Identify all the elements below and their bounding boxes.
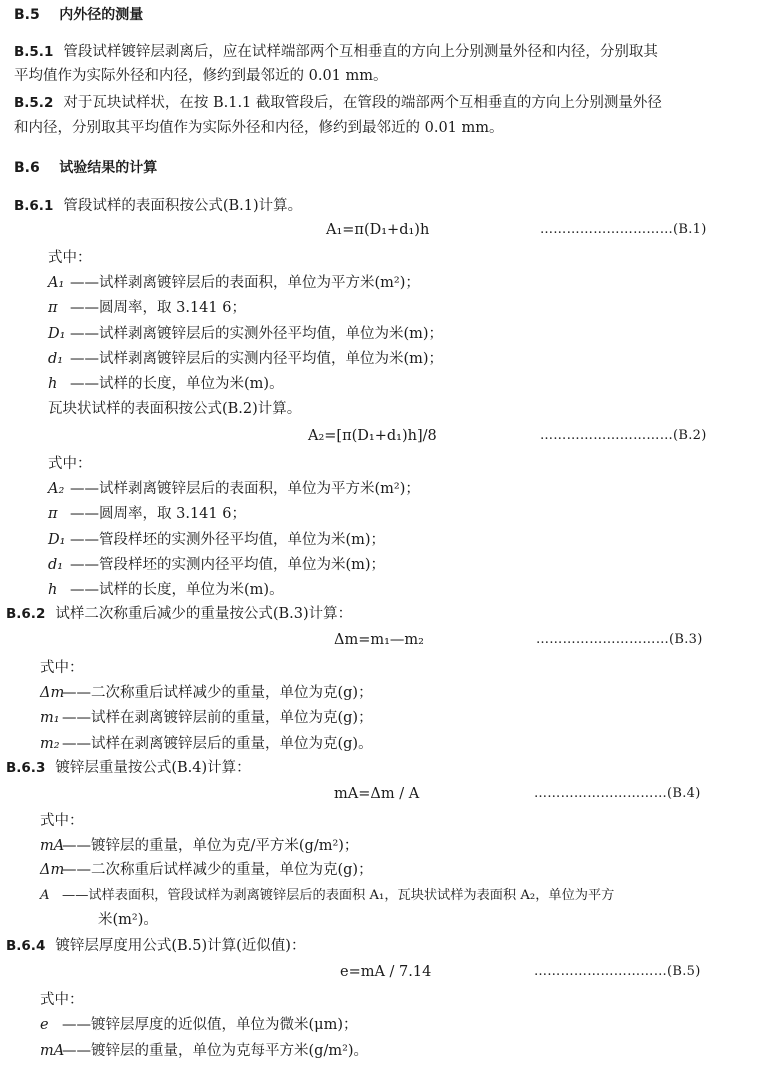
formula-label-b5: …………………………(B.5) (534, 964, 701, 979)
symbol-desc: ——试样在剥离镀锌层后的重量，单位为克(g)。 (62, 736, 373, 752)
symbol-desc: ——二次称重后试样减少的重量，单位为克(g)； (62, 862, 373, 878)
clause-b51-cont (14, 66, 388, 86)
symbol-desc: ——圆周率，取 3.141 6； (70, 300, 246, 316)
symbol-desc: ——圆周率，取 3.141 6； (70, 506, 246, 522)
symbol: d₁ (48, 351, 64, 367)
symbol-def (48, 580, 284, 600)
clause-b51 (14, 42, 658, 62)
symbol-desc: ——镀锌层的重量，单位为克每平方米(g/m²)。 (62, 1043, 369, 1059)
section-number: B.5 (14, 7, 40, 23)
symbol: e (40, 1017, 49, 1033)
symbol: mA (40, 1043, 65, 1059)
symbol-desc: ——二次称重后试样减少的重量，单位为克(g)； (62, 685, 373, 701)
symbol-def (40, 886, 614, 906)
clause-text: 镀锌层厚度用公式(B.5)计算(近似值)： (55, 938, 306, 954)
section-title: 内外径的测量 (59, 7, 144, 23)
clause-text: 试样二次称重后减少的重量按公式(B.3)计算： (55, 606, 353, 622)
symbol: h (48, 376, 58, 392)
symbol-def (40, 836, 358, 856)
clause-text: 管段试样的表面积按公式(B.1)计算。 (63, 198, 303, 214)
symbol-def (48, 504, 246, 524)
section-title: 试验结果的计算 (59, 160, 158, 176)
symbol: A₁ (48, 275, 65, 291)
clause-number: B.6.4 (6, 938, 46, 954)
symbol: m₂ (40, 736, 60, 752)
symbol-desc: ——试样在剥离镀锌层前的重量，单位为克(g)； (62, 710, 373, 726)
clause-text: 镀锌层重量按公式(B.4)计算： (55, 760, 251, 776)
formula-label-b4: …………………………(B.4) (534, 786, 701, 801)
symbol-desc: ——试样剥离镀锌层后的实测内径平均值，单位为米(m)； (70, 351, 444, 367)
symbol-def (40, 683, 373, 703)
clause-text: 管段试样镀锌层剥离后，应在试样端部两个互相垂直的方向上分别测量外径和内径，分别取其 (63, 44, 658, 60)
symbol-desc: ——镀锌层厚度的近似值，单位为微米(μm)； (62, 1017, 358, 1033)
formula-b1: A₁=π(D₁+d₁)h (326, 222, 430, 238)
symbol-def (48, 273, 420, 293)
where-label: 式中： (48, 456, 92, 472)
symbol: Δm (40, 685, 65, 701)
where-label: 式中： (48, 250, 92, 266)
formula-b4: mA=Δm / A (334, 786, 420, 802)
section-heading-b5 (14, 5, 143, 25)
symbol-desc: ——试样的长度，单位为米(m)。 (70, 582, 284, 598)
symbol-def (40, 1041, 368, 1061)
symbol-desc: ——试样剥离镀锌层后的表面积，单位为平方米(m²)； (70, 275, 420, 291)
symbol-def (40, 860, 373, 880)
symbol-def (48, 298, 246, 318)
symbol: mA (40, 838, 65, 854)
symbol-desc: ——镀锌层的重量，单位为克/平方米(g/m²)； (62, 838, 359, 854)
symbol-def (40, 734, 373, 754)
formula-b2: A₂=[π(D₁+d₁)h]/8 (308, 428, 437, 444)
symbol-def (48, 349, 443, 369)
where-label: 式中： (40, 813, 84, 829)
symbol-def (48, 479, 420, 499)
clause-text: 对于瓦块试样状，在按 B.1.1 截取管段后，在管段的端部两个互相垂直的方向上分别测量外径 (63, 95, 662, 111)
clause-number: B.6.2 (6, 606, 46, 622)
symbol-def (48, 374, 284, 394)
formula-label-b3: …………………………(B.3) (536, 632, 703, 647)
symbol-desc: ——试样剥离镀锌层后的表面积，单位为平方米(m²)； (70, 481, 420, 497)
formula-b5: e=mA / 7.14 (340, 964, 432, 980)
clause-b61 (14, 196, 302, 216)
clause-number: B.5.1 (14, 44, 54, 60)
symbol: D₁ (48, 326, 66, 342)
symbol-desc: ——试样的长度，单位为米(m)。 (70, 376, 284, 392)
clause-b63 (6, 758, 251, 778)
where-label: 式中： (40, 660, 84, 676)
symbol-desc: ——试样剥离镀锌层后的实测外径平均值，单位为米(m)； (70, 326, 444, 342)
where-label: 式中： (40, 992, 84, 1008)
formula-label-b1: …………………………(B.1) (540, 222, 707, 237)
symbol-desc: ——试样表面积，管段试样为剥离镀锌层后的表面积 A₁，瓦块状试样为表面积 A₂，单位为平方 (62, 888, 615, 903)
formula-b3: Δm=m₁—m₂ (334, 632, 424, 648)
clause-text: 平均值作为实际外径和内径，修约到最邻近的 0.01 mm。 (14, 68, 388, 84)
symbol-def (48, 324, 443, 344)
clause-b52-cont (14, 118, 504, 138)
section-number: B.6 (14, 160, 40, 176)
formula-label-b2: …………………………(B.2) (540, 428, 707, 443)
symbol: A (40, 888, 50, 903)
section-heading-b6 (14, 158, 157, 178)
symbol: m₁ (40, 710, 60, 726)
symbol-def-cont: 米(m²)。 (98, 912, 158, 928)
symbol: h (48, 582, 58, 598)
symbol-desc: ——管段样坯的实测外径平均值，单位为米(m)； (70, 532, 386, 548)
clause-b62 (6, 604, 352, 624)
symbol: π (48, 506, 58, 522)
symbol: π (48, 300, 58, 316)
symbol: A₂ (48, 481, 65, 497)
clause-number: B.5.2 (14, 95, 54, 111)
clause-b64 (6, 936, 305, 956)
symbol: D₁ (48, 532, 66, 548)
symbol: Δm (40, 862, 65, 878)
paragraph: 瓦块状试样的表面积按公式(B.2)计算。 (48, 401, 302, 417)
symbol-desc: ——管段样坯的实测内径平均值，单位为米(m)； (70, 557, 386, 573)
symbol-def (48, 530, 385, 550)
symbol-def (40, 1015, 358, 1035)
clause-number: B.6.1 (14, 198, 54, 214)
symbol-def (40, 708, 373, 728)
symbol: d₁ (48, 557, 64, 573)
clause-b52 (14, 93, 662, 113)
clause-text: 和内径，分别取其平均值作为实际外径和内径，修约到最邻近的 0.01 mm。 (14, 120, 504, 136)
symbol-def (48, 555, 385, 575)
clause-number: B.6.3 (6, 760, 46, 776)
